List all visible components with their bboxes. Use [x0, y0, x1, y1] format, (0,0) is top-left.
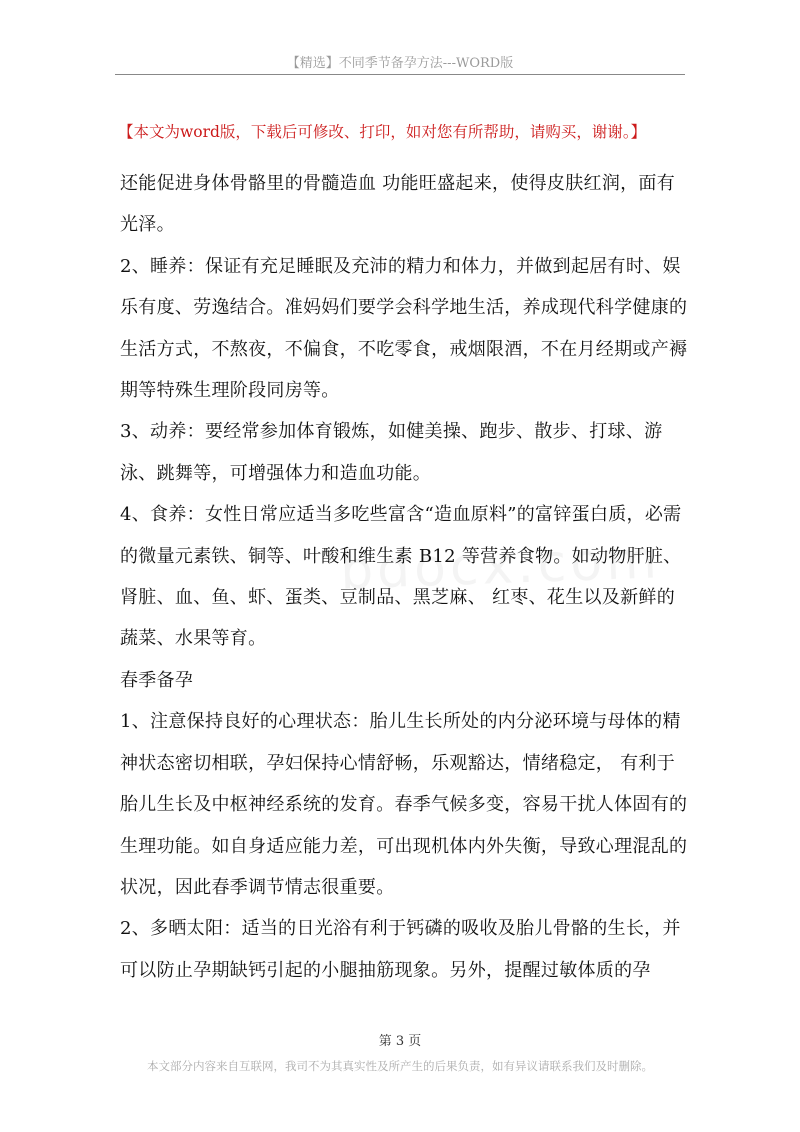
paragraph: 还能促进身体骨骼里的骨髓造血 功能旺盛起来，使得皮肤红润，面有光泽。	[120, 173, 676, 236]
purchase-notice: 【本文为word版，下载后可修改、打印，如对您有所帮助，请购买，谢谢。】	[118, 123, 647, 141]
paragraph: 4、食养：女性日常应适当多吃些富含“造血原料”的富锌蛋白质，必需的微量元素铁、铜等、叶酸和维生素 B12 等营养食物。如动物肝脏、肾脏、血、鱼、虾、蛋类、豆制品、黑芝麻、 红枣、花生以及新鲜的蔬菜、水果等育。	[120, 504, 682, 650]
paragraph: 2、睡养：保证有充足睡眠及充沛的精力和体力，并做到起居有时、娱乐有度、劳逸结合。准妈妈们要学会科学地生活，养成现代科学健康的生活方式，不熬夜，不偏食，不吃零食，戒烟限酒，不在月经期或产褥期等特殊生理阶段同房等。	[120, 255, 688, 402]
document-body	[120, 163, 688, 991]
paragraph: 1、注意保持良好的心理状态：胎儿生长所处的内分泌环境与母体的精神状态密切相联，孕妇保持心情舒畅，乐观豁达，情绪稳定， 有利于胎儿生长及中枢神经系统的发育。春季气候多变，容易干扰人体固有的生理功能。如自身适应能力差，可出现机体内外失衡，导致心理混乱的状况，因此春季调节情志很重要。	[120, 711, 688, 898]
paragraph: 3、动养：要经常参加体育锻炼，如健美操、跑步、散步、打球、游泳、跳舞等，可增强体力和造血功能。	[120, 421, 663, 484]
paragraph: 2、多晒太阳：适当的日光浴有利于钙磷的吸收及胎儿骨骼的生长，并可以防止孕期缺钙引起的小腿抽筋现象。另外，提醒过敏体质的孕	[120, 918, 681, 981]
page-header-title: 【精选】不同季节备孕方法---WORD版	[286, 56, 514, 71]
section-heading: 春季备孕	[120, 669, 194, 691]
header-divider	[115, 74, 685, 75]
footer-disclaimer: 本文部分内容来自互联网，我司不为其真实性及所产生的后果负责，如有异议请联系我们及时删除。	[147, 1059, 653, 1073]
page-number: 第 3 页	[378, 1034, 422, 1049]
